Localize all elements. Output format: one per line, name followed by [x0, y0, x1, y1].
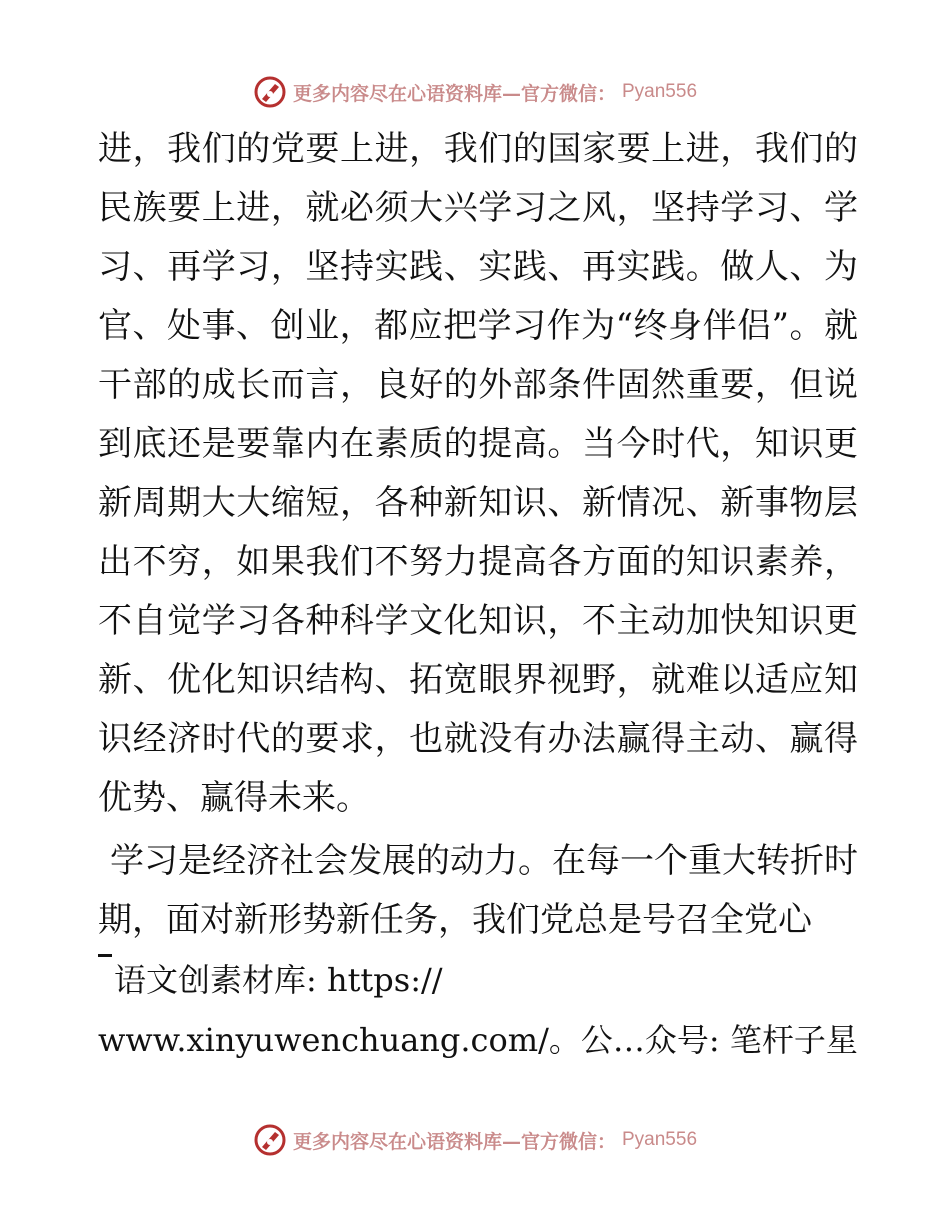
- text-mark-icon: [98, 954, 112, 957]
- watermark-text: 更多内容尽在心语资料库—官方微信：: [292, 82, 616, 105]
- watermark-wechat-id: Pyan556: [622, 1129, 698, 1150]
- paragraph-3-line-1: [98, 950, 858, 1010]
- document-body: [98, 120, 858, 1070]
- source-link-label: 语文创素材库: https://: [114, 961, 443, 999]
- paragraph-3: [98, 950, 858, 1070]
- header-watermark: [0, 72, 950, 112]
- paragraph-2: 学习是经济社会发展的动力。在每一个重大转折时期，面对新形势新任务，我们党总是号召全党心: [98, 841, 858, 940]
- watermark-text: 更多内容尽在心语资料库—官方微信：: [292, 1130, 616, 1153]
- paragraph-3-line-2: www.xinyuwenchuang.com/。公…众号: 笔杆子星: [98, 1021, 858, 1059]
- watermark-wechat-id: Pyan556: [622, 81, 698, 102]
- pen-logo-icon: [253, 75, 287, 109]
- footer-watermark: [0, 1120, 950, 1160]
- pen-logo-icon: [253, 1123, 287, 1157]
- paragraph-1: 进，我们的党要上进，我们的国家要上进，我们的民族要上进，就必须大兴学习之风，坚持学习、学习、再学习，坚持实践、实践、再实践。做人、为官、处事、创业，都应把学习作为“终身伴侣”。就干部的成长而言，良好的外部条件固然重要，但说到底还是要靠内在素质的提高。当今时代，知识更新周期大大缩短，各种新知识、新情况、新事物层出不穷，如果我们不努力提高各方面的知识素养，不自觉学习各种科学文化知识，不主动加快知识更新、优化知识结构、拓宽眼界视野，就难以适应知识经济时代的要求，也就没有办法赢得主动、赢得优势、赢得未来。: [98, 129, 858, 818]
